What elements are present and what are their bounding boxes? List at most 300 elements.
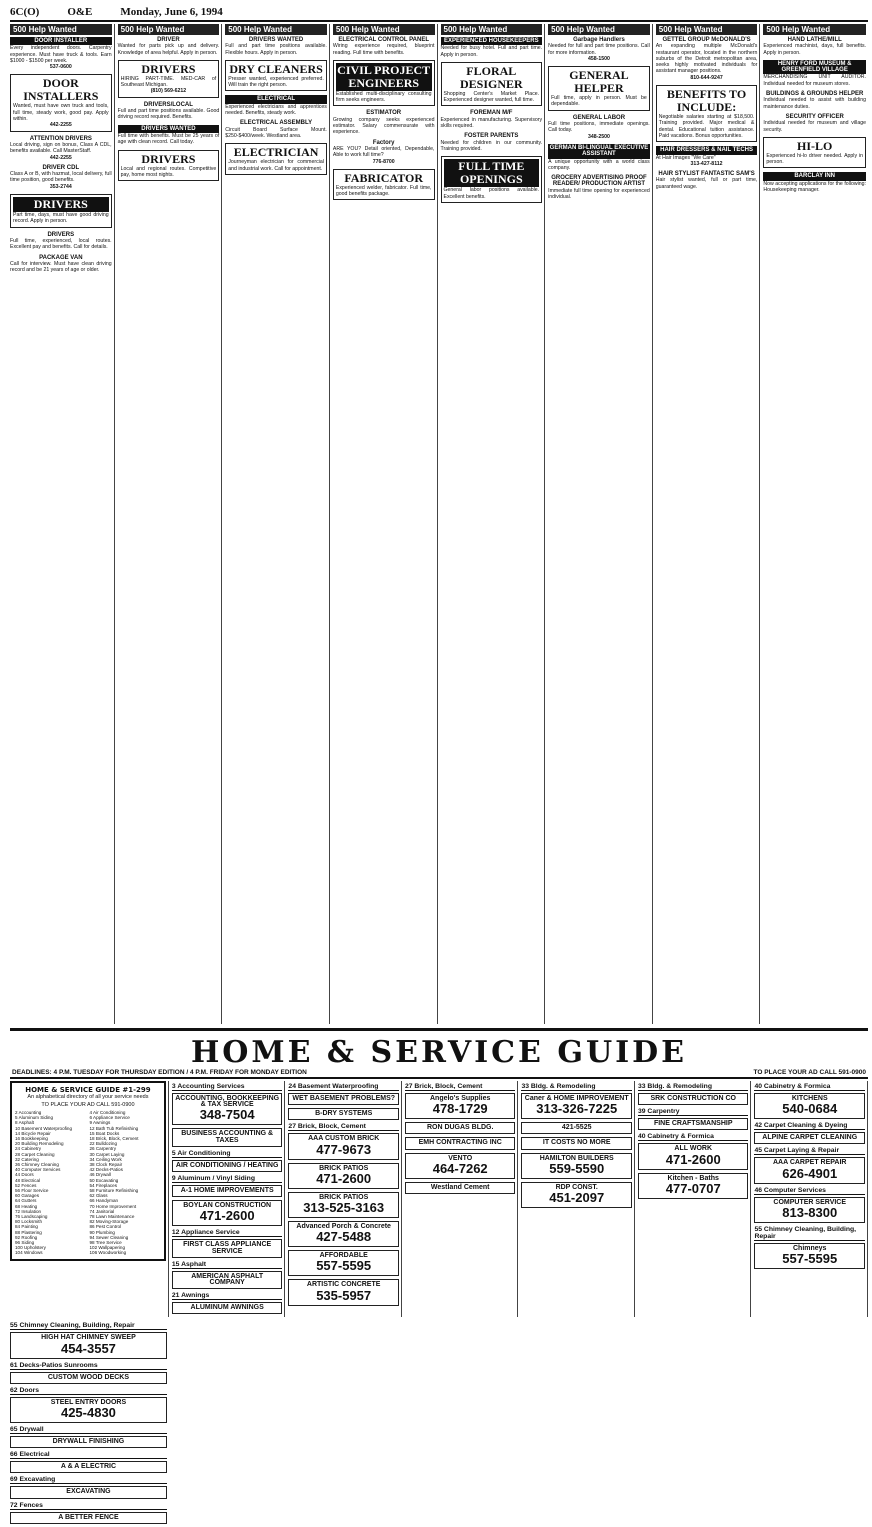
index-item: 92 Roofing	[15, 1234, 38, 1240]
guide-category-header: 21 Awnings	[172, 1292, 283, 1300]
ad-body: Individual needed for museum and village security.	[763, 120, 866, 133]
classified-ad	[763, 137, 866, 169]
ad-title: CIVIL PROJECT ENGINEERS	[337, 62, 431, 90]
guide-ad-name: Caner & HOME IMPROVEMENT	[524, 1095, 629, 1102]
guide-ad	[754, 1197, 865, 1223]
classified-ad	[10, 255, 112, 274]
classified-ad	[656, 85, 758, 142]
guide-ad	[172, 1160, 283, 1172]
classified-ad	[10, 165, 112, 190]
guide-ad-name: BRICK PATIOS	[319, 1164, 369, 1172]
guide-deadlines: DEADLINES: 4 P.M. TUESDAY FOR THURSDAY EDITION / 4 P.M. FRIDAY FOR MONDAY EDITION	[12, 1069, 307, 1076]
guide-index-column	[10, 1081, 169, 1317]
guide-ad	[288, 1133, 399, 1159]
guide-ad	[10, 1436, 167, 1448]
ad-title: Garbage Handlers	[573, 37, 625, 43]
index-item: 32 Catering	[15, 1156, 39, 1162]
guide-ad-name: AIR CONDITIONING / HEATING	[175, 1161, 279, 1169]
ad-body: Full time, apply in person. Must be dependable.	[551, 95, 647, 108]
guide-ad-name: EXCAVATING	[66, 1488, 111, 1496]
guide-category-header: 62 Doors	[10, 1387, 167, 1395]
guide-ad	[172, 1093, 283, 1125]
classified-ad	[10, 37, 112, 70]
index-item: 72 Insulation	[15, 1208, 42, 1214]
index-item: 94 Sewer Cleaning	[89, 1234, 129, 1240]
guide-ad-name: BRICK PATIOS	[319, 1193, 369, 1201]
ad-title: PACKAGE VAN	[39, 254, 83, 261]
guide-category-header: 69 Excavating	[10, 1476, 167, 1484]
guide-category-header: 24 Basement Waterproofing	[288, 1083, 399, 1091]
guide-ad-phone: 477-9673	[316, 1141, 372, 1157]
guide-ad-name: ARTISTIC CONCRETE	[306, 1281, 381, 1289]
guide-category-header: 72 Fences	[10, 1502, 167, 1510]
guide-category-header: 40 Cabinetry & Formica	[754, 1083, 865, 1091]
classified-ad	[548, 115, 650, 140]
guide-ad-phone: 471-2600	[316, 1170, 372, 1186]
masthead	[10, 4, 868, 22]
classified-ad	[118, 60, 220, 98]
index-item: 8 Asphalt	[15, 1120, 34, 1126]
guide-ad	[10, 1372, 167, 1384]
guide-ad-phone: 626-4901	[782, 1165, 838, 1181]
guide-ad-name: KITCHENS	[791, 1095, 828, 1102]
ad-body: Every independent doors. Carpentry experience. Must have truck & tools. Earn $1000 - $1500 per week.	[10, 45, 112, 64]
ad-title: FULL TIME OPENINGS	[444, 159, 540, 187]
ad-body: Growing company seeks experienced estimator. Salary commensurate with experience.	[332, 116, 435, 136]
guide-column	[754, 1081, 868, 1317]
guide-category-header: 66 Electrical	[10, 1451, 167, 1459]
ad-title: ELECTRICAL ASSEMBLY	[240, 120, 313, 127]
guide-ad-name: CUSTOM WOOD DECKS	[47, 1373, 130, 1381]
guide-ad	[10, 1397, 167, 1423]
guide-ad-name: Kitchen - Baths	[667, 1174, 719, 1182]
classified-ad	[225, 120, 327, 139]
classified-ad	[118, 37, 220, 56]
ad-title: DOOR INSTALLERS	[23, 76, 99, 104]
classified-ad	[656, 146, 758, 167]
index-item: 18 Brick, Block, Cement	[89, 1136, 139, 1142]
index-item: 20 Building Remodeling	[15, 1141, 64, 1147]
guide-ad	[521, 1122, 632, 1134]
guide-index-call: TO PLACE YOUR AD CALL 591-0900	[41, 1102, 135, 1108]
guide-column	[521, 1081, 635, 1317]
ad-phone: 537-0600	[49, 64, 72, 71]
guide-index-subtitle: An alphabetical directory of all your service needs	[27, 1094, 149, 1100]
guide-ad-phone: 454-3557	[60, 1340, 116, 1356]
classified-ad	[548, 66, 650, 111]
ad-title: GENERAL LABOR	[572, 114, 626, 121]
classified-columns	[10, 24, 868, 1024]
index-item: 12 Bath Tub Refinishing	[89, 1125, 139, 1131]
guide-place-ad: TO PLACE YOUR AD CALL 591-0900	[753, 1069, 866, 1076]
guide-ad-name: Westland Cement	[430, 1183, 490, 1191]
guide-ad	[172, 1185, 283, 1197]
guide-ad-phone: 559-5590	[549, 1160, 605, 1176]
guide-ad-name: Advanced Porch & Concrete	[296, 1223, 391, 1231]
guide-ad	[288, 1250, 399, 1276]
guide-ad	[172, 1239, 283, 1257]
guide-ad-name: VENTO	[448, 1154, 473, 1162]
ad-body: Established multi-disciplinary consulting firm seeks engineers.	[335, 90, 432, 104]
guide-ad-phone: 478-1729	[432, 1101, 488, 1117]
classified-ad	[10, 194, 112, 228]
ad-phone: (810) 569-6212	[150, 88, 187, 95]
section-header: 500 Help Wanted	[763, 24, 866, 35]
ad-body: Call for interview. Must have clean driving record and be 21 years of age or older.	[10, 260, 112, 274]
guide-ad-name: A BETTER FENCE	[58, 1513, 119, 1521]
classified-ad	[118, 125, 220, 146]
ad-body: HIRING PART-TIME. MED-CAR of Southeast Michigan.	[120, 75, 217, 89]
ad-body: Immediate full time opening for experienced individual.	[548, 187, 650, 201]
index-item: 36 Chimney Cleaning	[15, 1162, 59, 1168]
guide-ad	[405, 1093, 516, 1119]
guide-category-header: 27 Brick, Block, Cement	[405, 1083, 516, 1091]
index-item: 22 Bulldozing	[89, 1141, 118, 1147]
guide-category-header: 15 Asphalt	[172, 1261, 283, 1269]
guide-ad-name: A-1 HOME IMPROVEMENTS	[180, 1187, 274, 1195]
guide-ad	[172, 1302, 283, 1314]
classified-ad	[333, 140, 435, 165]
ad-title: FOREMAN M/F	[470, 110, 513, 117]
index-item: 46 Drywall	[89, 1172, 111, 1178]
ad-title: HENRY FORD MUSEUM & GREENFIELD VILLAGE	[763, 60, 866, 75]
classified-ad	[763, 172, 866, 193]
guide-ad-name: RON DUGAS BLDG.	[426, 1124, 494, 1132]
index-item: 54 Fireplaces	[89, 1182, 118, 1188]
index-item: 56 Floor Service	[15, 1188, 49, 1194]
ad-body: At Hair Images "We Care"	[655, 154, 716, 161]
guide-ad	[288, 1163, 399, 1189]
ad-phone: 458-1500	[587, 55, 610, 62]
classified-ad	[441, 156, 543, 203]
ad-title: FOSTER PARENTS	[464, 133, 519, 140]
guide-ad	[638, 1143, 749, 1169]
guide-title: HOME & SERVICE GUIDE	[10, 1028, 868, 1068]
index-item: 104 Windows	[15, 1250, 43, 1256]
guide-index-title: HOME & SERVICE GUIDE #1-299	[25, 1086, 151, 1094]
guide-ad-phone: 471-2600	[665, 1151, 721, 1167]
guide-index	[10, 1081, 166, 1261]
guide-column	[172, 1081, 286, 1317]
guide-ad	[405, 1182, 516, 1194]
classified-ad	[763, 37, 866, 56]
classified-ad	[225, 37, 327, 56]
index-item: 40 Computer Services	[15, 1167, 61, 1173]
index-item: 42 Decks-Patios	[89, 1167, 123, 1173]
ad-title: ELECTRICAL	[225, 95, 327, 103]
guide-category-header: 61 Decks-Patios Sunrooms	[10, 1362, 167, 1370]
index-item: 76 Landscaping	[15, 1214, 48, 1220]
guide-ad-name: B-DRY SYSTEMS	[315, 1110, 373, 1118]
index-item: 4 Air Conditioning	[89, 1110, 126, 1115]
guide-ad	[754, 1093, 865, 1119]
ad-phone: 776-8700	[372, 158, 395, 165]
classified-column	[441, 24, 546, 1024]
index-item: 64 Gutters	[15, 1198, 37, 1204]
guide-ad	[638, 1118, 749, 1130]
guide-ad-phone: 464-7262	[432, 1160, 488, 1176]
ad-title: DRIVERS	[47, 231, 75, 238]
guide-ad-name: ALL WORK	[674, 1145, 713, 1153]
index-item: 14 Bicycle Repair	[15, 1130, 51, 1136]
ad-body: Local and regional routes. Competitive pay, home most nights.	[120, 165, 217, 178]
ad-title: Factory	[372, 139, 395, 146]
guide-ad	[10, 1486, 167, 1498]
guide-category-header: 40 Cabinetry & Formica	[638, 1133, 749, 1141]
classified-column	[656, 24, 761, 1024]
ad-body: Full and part time positions available. Good driving record required. Benefits.	[117, 108, 220, 121]
index-item: 16 Bookkeeping	[15, 1136, 48, 1142]
guide-ad-name: EMH CONTRACTING INC	[418, 1139, 502, 1147]
classified-ad	[10, 232, 112, 251]
guide-category-header: 27 Brick, Block, Cement	[288, 1123, 399, 1131]
index-item: 30 Carpet Laying	[89, 1151, 125, 1157]
guide-category-header: 33 Bldg. & Remodeling	[521, 1083, 632, 1091]
guide-ad-name: DRYWALL FINISHING	[52, 1438, 125, 1446]
guide-ad-phone: 557-5595	[782, 1251, 838, 1267]
classified-ad	[763, 60, 866, 87]
ad-title: HAIR DRESSERS & NAIL TECHS	[656, 146, 758, 154]
guide-ad-phone: 813-8300	[782, 1204, 838, 1220]
index-item: 24 Cabinetry	[15, 1146, 42, 1152]
index-item: 50 Excavating	[89, 1177, 119, 1183]
ad-body: Now accepting applications for the following: Housekeeping manager.	[763, 180, 866, 194]
guide-category-header: 39 Carpentry	[638, 1108, 749, 1116]
ad-body: Class A or B, with hazmat, local delivery, full time position, good benefits.	[10, 171, 112, 184]
guide-ad-phone: 540-0684	[782, 1101, 838, 1117]
index-item: 48 Electrical	[15, 1177, 41, 1183]
ad-body: An expanding multiple McDonald's restaurant operator, located in the northern suburbs of the Detroit metropolitan area, seeks highly motivated individuals for assistant manager positions.	[655, 43, 758, 75]
classified-ad	[333, 169, 435, 201]
ad-body: Experienced hi-lo driver needed. Apply in person.	[766, 152, 863, 166]
ad-title: GROCERY ADVERTISING PROOF READER/ PRODUCTION ARTIST	[551, 175, 647, 188]
index-item: 52 Fences	[15, 1182, 37, 1188]
index-item: 60 Garages	[15, 1193, 40, 1199]
ad-body: Hair stylist wanted, full or part time, guaranteed wage.	[655, 177, 758, 190]
ad-body: Local driving, sign on bonus, Class A CDL, benefits available. Call MasterStaff.	[10, 141, 112, 155]
guide-column	[10, 1320, 169, 1526]
ad-body: MERCHANDISING UNIT AUDITOR. Individual needed for museum stores.	[763, 74, 866, 87]
guide-ad-name: ACCOUNTING, BOOKKEEPING & TAX SERVICE	[175, 1095, 280, 1109]
classified-ad	[225, 60, 327, 92]
classified-ad	[10, 136, 112, 161]
guide-ad-phone: 477-0707	[665, 1180, 721, 1196]
guide-category-header: 65 Drywall	[10, 1426, 167, 1434]
ad-body: Presser wanted, experienced preferred. Will train the right person.	[228, 75, 324, 89]
classified-ad	[118, 150, 220, 182]
ad-phone: 442-2255	[49, 122, 72, 129]
guide-ad	[10, 1332, 167, 1358]
guide-ad	[521, 1093, 632, 1119]
ad-phone: 353-2744	[49, 183, 72, 190]
guide-ad-name: STEEL ENTRY DOORS	[50, 1398, 127, 1406]
guide-ad	[405, 1153, 516, 1179]
index-item: 62 Glass	[89, 1193, 108, 1199]
classified-column	[548, 24, 653, 1024]
index-item: 44 Doors	[15, 1172, 34, 1178]
guide-category-header: 3 Accounting Services	[172, 1083, 283, 1091]
index-item: 66 Handyman	[89, 1198, 119, 1204]
guide-category-header: 42 Carpet Cleaning & Dyeing	[754, 1122, 865, 1130]
index-item: 26 Carpentry	[89, 1146, 117, 1152]
section-header: 500 Help Wanted	[656, 24, 758, 35]
ad-body: Needed for full and part time positions. Call for more information.	[548, 43, 650, 56]
index-item: 6 Appliance Service	[89, 1115, 130, 1121]
index-item: 78 Lawn Maintenance	[89, 1214, 135, 1220]
ad-body: Full time positions, immediate openings. Call today.	[548, 121, 650, 134]
index-item: 90 Plumbing	[89, 1229, 115, 1235]
classified-ad	[333, 110, 435, 135]
guide-ad-name: AMERICAN ASPHALT COMPANY	[191, 1272, 264, 1287]
ad-title: GERMAN BI-LINGUAL EXECUTIVE ASSISTANT	[549, 144, 649, 158]
index-item: 38 Clock Repair	[89, 1162, 123, 1168]
index-item: 96 Siding	[15, 1240, 35, 1246]
guide-columns	[10, 1081, 868, 1521]
index-item: 106 Woodworking	[89, 1250, 127, 1256]
guide-ad-name: FINE CRAFTSMANSHIP	[653, 1120, 733, 1128]
classified-ad	[656, 171, 758, 190]
guide-ad-name: BOYLAN CONSTRUCTION	[183, 1202, 272, 1210]
ad-title: EXPERIENCED HOUSEKEEPERS	[441, 37, 543, 45]
classified-ad	[441, 133, 543, 152]
classified-ad	[10, 74, 112, 131]
guide-category-header: 5 Air Conditioning	[172, 1150, 283, 1158]
guide-ad-phone: 451-2097	[549, 1190, 605, 1206]
guide-category-header: 9 Aluminum / Vinyl Siding	[172, 1175, 283, 1183]
guide-ad-name: AAA CARPET REPAIR	[772, 1159, 847, 1167]
section-header: 500 Help Wanted	[441, 24, 543, 35]
index-item: 68 Heating	[15, 1203, 38, 1209]
ad-body: Needed for children in our community. Training provided.	[440, 139, 543, 152]
section-header: 500 Help Wanted	[548, 24, 650, 35]
ad-title: ATTENTION DRIVERS	[29, 135, 92, 142]
index-item: 82 Moving-Storage	[89, 1219, 129, 1225]
home-service-guide	[10, 1028, 868, 1521]
index-item: 80 Locksmith	[15, 1219, 43, 1225]
index-item: 2 Accounting	[15, 1110, 42, 1115]
guide-ad-name: ALPINE CARPET CLEANING	[762, 1134, 858, 1142]
index-item: 34 Ceiling Work	[89, 1156, 122, 1162]
guide-ad-phone: 535-5957	[316, 1287, 372, 1303]
guide-category-header: 33 Bldg. & Remodeling	[638, 1083, 749, 1091]
ad-title: HI-LO	[797, 138, 833, 153]
ad-title: DRY CLEANERS	[229, 61, 323, 76]
ad-title: FABRICATOR	[344, 170, 424, 185]
index-item: 98 Tree Service	[89, 1240, 122, 1246]
ad-title: DRIVERS	[141, 61, 196, 76]
ad-title: ESTIMATOR	[366, 110, 402, 117]
classified-ad	[225, 95, 327, 116]
ad-body: ARE YOU? Detail oriented, Dependable, Able to work full time?	[332, 145, 435, 159]
guide-ad-name: SRK CONSTRUCTION CO	[650, 1095, 736, 1102]
ad-body: Part time, days, must have good driving record. Apply in person.	[13, 212, 109, 225]
ad-title: SECURITY OFFICER	[785, 113, 844, 120]
guide-ad	[754, 1132, 865, 1144]
guide-ad	[521, 1153, 632, 1179]
guide-ad	[172, 1200, 283, 1226]
classified-ad	[441, 62, 543, 107]
index-item: 10 Basement Waterproofing	[15, 1125, 73, 1131]
guide-ad-name: ALUMINUM AWNINGS	[190, 1304, 264, 1312]
ad-title: FLORAL DESIGNER	[459, 63, 523, 91]
guide-ad	[405, 1122, 516, 1134]
guide-ad	[10, 1461, 167, 1473]
ad-title: GENERAL HELPER	[569, 68, 629, 96]
index-item: 9 Awnings	[89, 1120, 111, 1126]
ad-title: GETTEL GROUP McDONALD'S	[662, 37, 751, 43]
guide-ad	[10, 1512, 167, 1524]
guide-ad-name: RDP CONST.	[555, 1183, 598, 1191]
ad-body: Experienced welder, fabricator. Full time, good benefits package.	[335, 184, 432, 198]
guide-ad-phone: 313-326-7225	[536, 1101, 618, 1117]
classified-ad	[441, 110, 543, 129]
ad-body: Experienced in manufacturing. Supervisory skills required.	[440, 116, 543, 130]
guide-index-list	[15, 1110, 161, 1256]
classified-column	[10, 24, 115, 1024]
classified-ad	[763, 114, 866, 133]
ad-body: Full and part time positions available. Flexible hours. Apply in person.	[225, 43, 327, 56]
section-header: 500 Help Wanted	[333, 24, 435, 35]
guide-ad-name: AFFORDABLE	[319, 1252, 368, 1260]
guide-ad-name: FIRST CLASS APPLIANCE SERVICE	[183, 1241, 272, 1255]
ad-title: HAIR STYLIST FANTASTIC SAM'S	[658, 171, 755, 178]
ad-body: Wiring experience required, blueprint reading. Full time with benefits.	[332, 43, 435, 56]
paper-name: O&E	[67, 6, 93, 18]
guide-ad-name: A & A ELECTRIC	[60, 1463, 117, 1471]
guide-category-header: 45 Carpet Laying & Repair	[754, 1147, 865, 1155]
ad-body: Full time, experienced, local routes. Excellent pay and benefits. Call for details.	[10, 237, 112, 251]
guide-ad	[288, 1192, 399, 1218]
index-item: 84 Painting	[15, 1224, 38, 1230]
ad-title: DRIVER CDL	[42, 164, 80, 171]
guide-ad-name: 421-5525	[561, 1124, 592, 1132]
ad-title: BUILDINGS & GROUNDS HELPER	[766, 91, 864, 98]
guide-ad-name: AAA CUSTOM BRICK	[308, 1135, 380, 1143]
ad-body: General labor positions available. Excellent benefits.	[443, 187, 540, 200]
classified-column	[763, 24, 868, 1024]
index-item: 5 Aluminum Siding	[15, 1115, 54, 1121]
guide-column	[405, 1081, 519, 1317]
ad-title: DRIVERS	[141, 151, 196, 166]
ad-title: DOOR INSTALLER	[10, 37, 112, 45]
ad-body: Experienced electricians and apprentices needed. Benefits, steady work.	[225, 103, 327, 117]
ad-phone: 810-644-9247	[690, 74, 723, 81]
ad-body: Experienced machinist, days, full benefits. Apply in person.	[763, 43, 866, 56]
ad-title: ELECTRICIAN	[233, 145, 319, 160]
guide-category-header: 46 Computer Services	[754, 1187, 865, 1195]
guide-ad-name: IT COSTS NO MORE	[542, 1139, 611, 1147]
ad-body: Full time with benefits. Must be 25 years of age with clean record. Call today.	[117, 132, 220, 146]
classified-column	[225, 24, 330, 1024]
ad-title: BENEFITS TO INCLUDE:	[666, 87, 747, 115]
classified-ad	[548, 175, 650, 200]
ad-title: DRIVER	[157, 37, 180, 43]
index-item: 28 Carpet Cleaning	[15, 1151, 55, 1157]
ad-title: ELECTRICAL CONTROL PANEL	[338, 37, 430, 43]
ad-title: DRIVERS	[13, 197, 109, 212]
index-item: 15 Boat Docks	[89, 1130, 120, 1136]
guide-ad	[288, 1279, 399, 1305]
guide-category-header: 55 Chimney Cleaning, Building, Repair	[10, 1322, 167, 1330]
ad-title: DRIVERS WANTED	[118, 125, 220, 133]
ad-body: Negotiable salaries starting at $18,500. Training provided. Major medical & dental. Educational tuition assistance. Paid vacations. Bonus opportunities.	[658, 114, 755, 139]
guide-ad	[288, 1221, 399, 1247]
ad-body: Wanted, must have own truck and tools, full time, steady work, good pay. Apply within.	[13, 103, 109, 123]
ad-phone: 313-427-8112	[690, 160, 723, 167]
ad-body: Wanted for parts pick up and delivery. Knowledge of area helpful. Apply in person.	[117, 43, 220, 56]
guide-ad	[754, 1243, 865, 1269]
page-number: 6C(O)	[10, 6, 40, 18]
